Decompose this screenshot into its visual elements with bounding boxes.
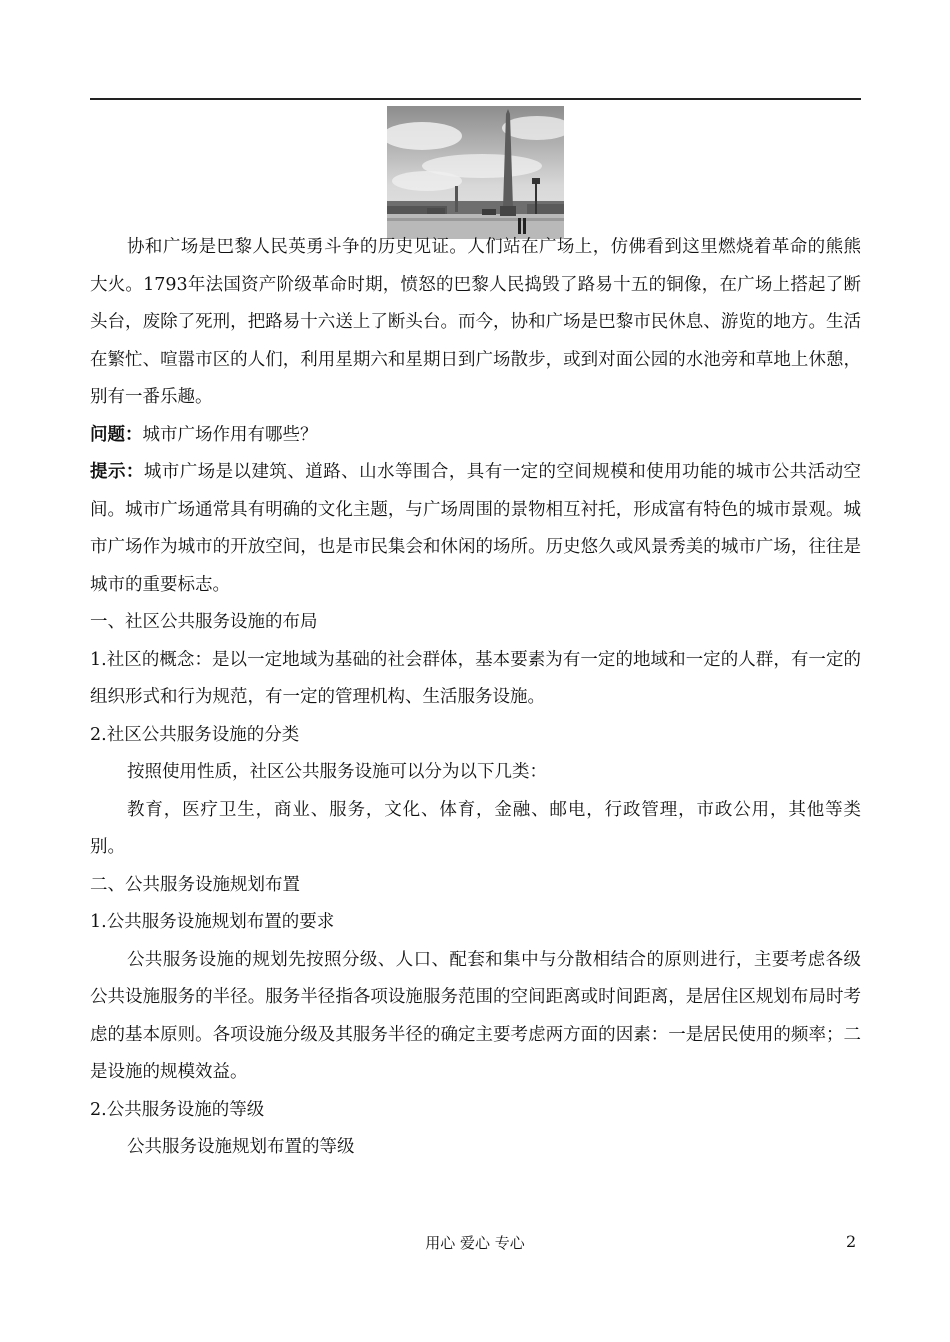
section1-item2-list: 教育，医疗卫生，商业、服务，文化、体育，金融、邮电，行政管理，市政公用，其他等类别。 bbox=[90, 799, 861, 857]
question-text: 城市广场作用有哪些？ bbox=[142, 424, 318, 445]
hint-paragraph bbox=[90, 454, 861, 604]
section2-item1-text: 公共服务设施的规划先按照分级、人口、配套和集中与分散相结合的原则进行，主要考虑各级公共设施服务的半径。服务半径指各项设施服务范围的空间距离或时间距离，是居住区规划布局时考虑的基本原则。各项设施分级及其服务半径的确定主要考虑两方面的因素：一是居民使用的频率；二是设施的规模效益。 bbox=[90, 949, 861, 1082]
section1-item2: 2.社区公共服务设施的分类 bbox=[90, 724, 300, 745]
section2-item2: 2.公共服务设施的等级 bbox=[90, 1099, 265, 1120]
section1-item2-intro: 按照使用性质，社区公共服务设施可以分为以下几类： bbox=[127, 762, 547, 782]
section1-item1: 1.社区的概念：是以一定地域为基础的社会群体，基本要素为有一定的地域和一定的人群，有一定的组织形式和行为规范，有一定的管理机构、生活服务设施。 bbox=[90, 649, 861, 707]
footer-text: 用心 爱心 专心 bbox=[425, 1234, 525, 1252]
question-label: 问题： bbox=[90, 424, 143, 445]
page-number: 2 bbox=[846, 1232, 857, 1251]
section1-heading: 一、社区公共服务设施的布局 bbox=[90, 612, 318, 632]
intro-paragraph: 协和广场是巴黎人民英勇斗争的历史见证。人们站在广场上，仿佛看到这里燃烧着革命的熊熊大火。1793年法国资产阶级革命时期，愤怒的巴黎人民捣毁了路易十五的铜像，在广场上搭起了断头台，废除了死刑，把路易十六送上了断头台。而今，协和广场是巴黎市民休息、游览的地方。生活在繁忙、喧嚣市区的人们，利用星期六和星期日到广场散步，或到对面公园的水池旁和草地上休憩，别有一番乐趣。 bbox=[90, 237, 861, 407]
hint-text: 城市广场是以建筑、道路、山水等围合，具有一定的空间规模和使用功能的城市公共活动空间。城市广场通常具有明确的文化主题，与广场周围的景物相互衬托，形成富有特色的城市景观。城市广场作为城市的开放空间，也是市民集会和休闲的场所。历史悠久或风景秀美的城市广场，往往是城市的重要标志。 bbox=[90, 462, 862, 595]
header-rule bbox=[90, 98, 861, 100]
question-line bbox=[90, 417, 861, 455]
section2-item1: 1.公共服务设施规划布置的要求 bbox=[90, 912, 335, 932]
hint-label: 提示： bbox=[90, 462, 144, 482]
section2-item2-text: 公共服务设施规划布置的等级 bbox=[127, 1137, 355, 1157]
document-body bbox=[90, 229, 861, 1167]
obelisk-photo bbox=[387, 106, 564, 239]
section2-heading: 二、公共服务设施规划布置 bbox=[90, 874, 300, 895]
